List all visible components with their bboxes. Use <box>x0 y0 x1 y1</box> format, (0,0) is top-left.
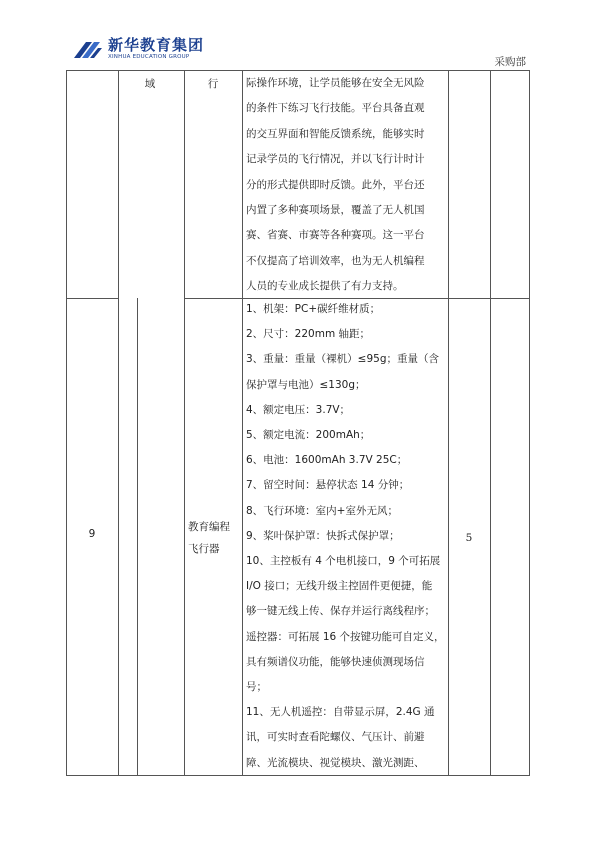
item-name <box>188 516 242 560</box>
spec-line: 10、主控板有 4 个电机接口，9 个可拓展 <box>246 555 441 568</box>
spec-line: 7、留空时间：悬停状态 14 分钟； <box>246 479 410 492</box>
description-line: 记录学员的飞行情况，并以飞行计时计 <box>246 153 425 166</box>
description-line: 赛、省赛、市赛等各种赛项。这一平台 <box>246 229 425 242</box>
description-line: 际操作环境，让学员能够在安全无风险 <box>246 77 425 89</box>
logo-emblem-icon <box>72 38 104 60</box>
spec-line: 6、电池：1600mAh 3.7V 25C； <box>246 454 408 467</box>
company-logo <box>72 38 204 61</box>
table-row-divider <box>66 298 118 299</box>
spec-line: 讯，可实时查看陀螺仪、气压计、前避 <box>246 731 425 744</box>
spec-line: 8、飞行环境：室内+室外无风； <box>246 504 398 517</box>
spec-line: 5、额定电流：200mAh； <box>246 429 371 442</box>
department-label: 采购部 <box>494 56 526 68</box>
continued-cell-row: 行 <box>207 78 219 90</box>
spec-line: 够一键无线上传、保存并运行离线程序； <box>246 605 435 618</box>
procurement-table <box>66 70 530 776</box>
spec-line: 1、机架：PC+碳纤维材质； <box>246 303 381 315</box>
spec-line: 11、无人机遥控：自带显示屏，2.4G 通 <box>246 706 435 719</box>
logo-chinese-name: 新华教育集团 <box>108 36 205 54</box>
table-col-divider <box>118 70 119 776</box>
spec-line: 障、光流模块、视觉模块、激光测距、 <box>246 756 425 769</box>
continued-description <box>246 71 447 300</box>
description-line: 不仅提高了培训效率，也为无人机编程 <box>246 254 425 267</box>
table-border-left <box>66 70 67 776</box>
table-border-right <box>529 70 530 776</box>
table-col-divider <box>184 70 185 776</box>
description-line: 人员的专业成长提供了有力支持。 <box>246 280 404 293</box>
spec-line: 9、桨叶保护罩：快拆式保护罩； <box>246 529 400 542</box>
table-col-divider <box>448 70 449 776</box>
spec-line: 3、重量：重量（裸机）≤95g；重量（含 <box>246 353 440 366</box>
spec-line: 4、额定电压：3.7V； <box>246 403 351 416</box>
table-col-divider <box>490 70 491 776</box>
spec-line: 2、尺寸：220mm 轴距； <box>246 328 371 341</box>
description-line: 的交互界面和智能反馈系统，能够实时 <box>246 127 425 140</box>
table-col-divider <box>137 298 138 776</box>
spec-line: 具有频谱仪功能，能够快速侦测现场信 <box>246 655 425 668</box>
logo-english-name: XINHUA EDUCATION GROUP <box>108 54 190 60</box>
spec-line: 遥控器：可拓展 16 个按键功能可自定义， <box>246 630 445 643</box>
table-col-divider <box>242 70 243 776</box>
item-quantity: 5 <box>465 532 473 544</box>
item-name-line: 飞行器 <box>188 543 220 555</box>
spec-line: 保护罩与电池）≤130g； <box>246 378 366 391</box>
item-name-line: 教育编程 <box>188 521 230 533</box>
continued-cell-domain: 域 <box>144 78 156 90</box>
description-line: 分的形式提供即时反馈。此外，平台还 <box>246 178 425 191</box>
page-header <box>0 0 600 72</box>
row-index: 9 <box>88 528 96 540</box>
item-specification <box>246 297 446 776</box>
spec-line: 号； <box>246 681 267 694</box>
spec-line: I/O 接口；无线升级主控固件更便捷，能 <box>246 580 433 593</box>
description-line: 内置了多种赛项场景，覆盖了无人机国 <box>246 204 425 217</box>
description-line: 的条件下练习飞行技能。平台具备直观 <box>246 102 425 115</box>
